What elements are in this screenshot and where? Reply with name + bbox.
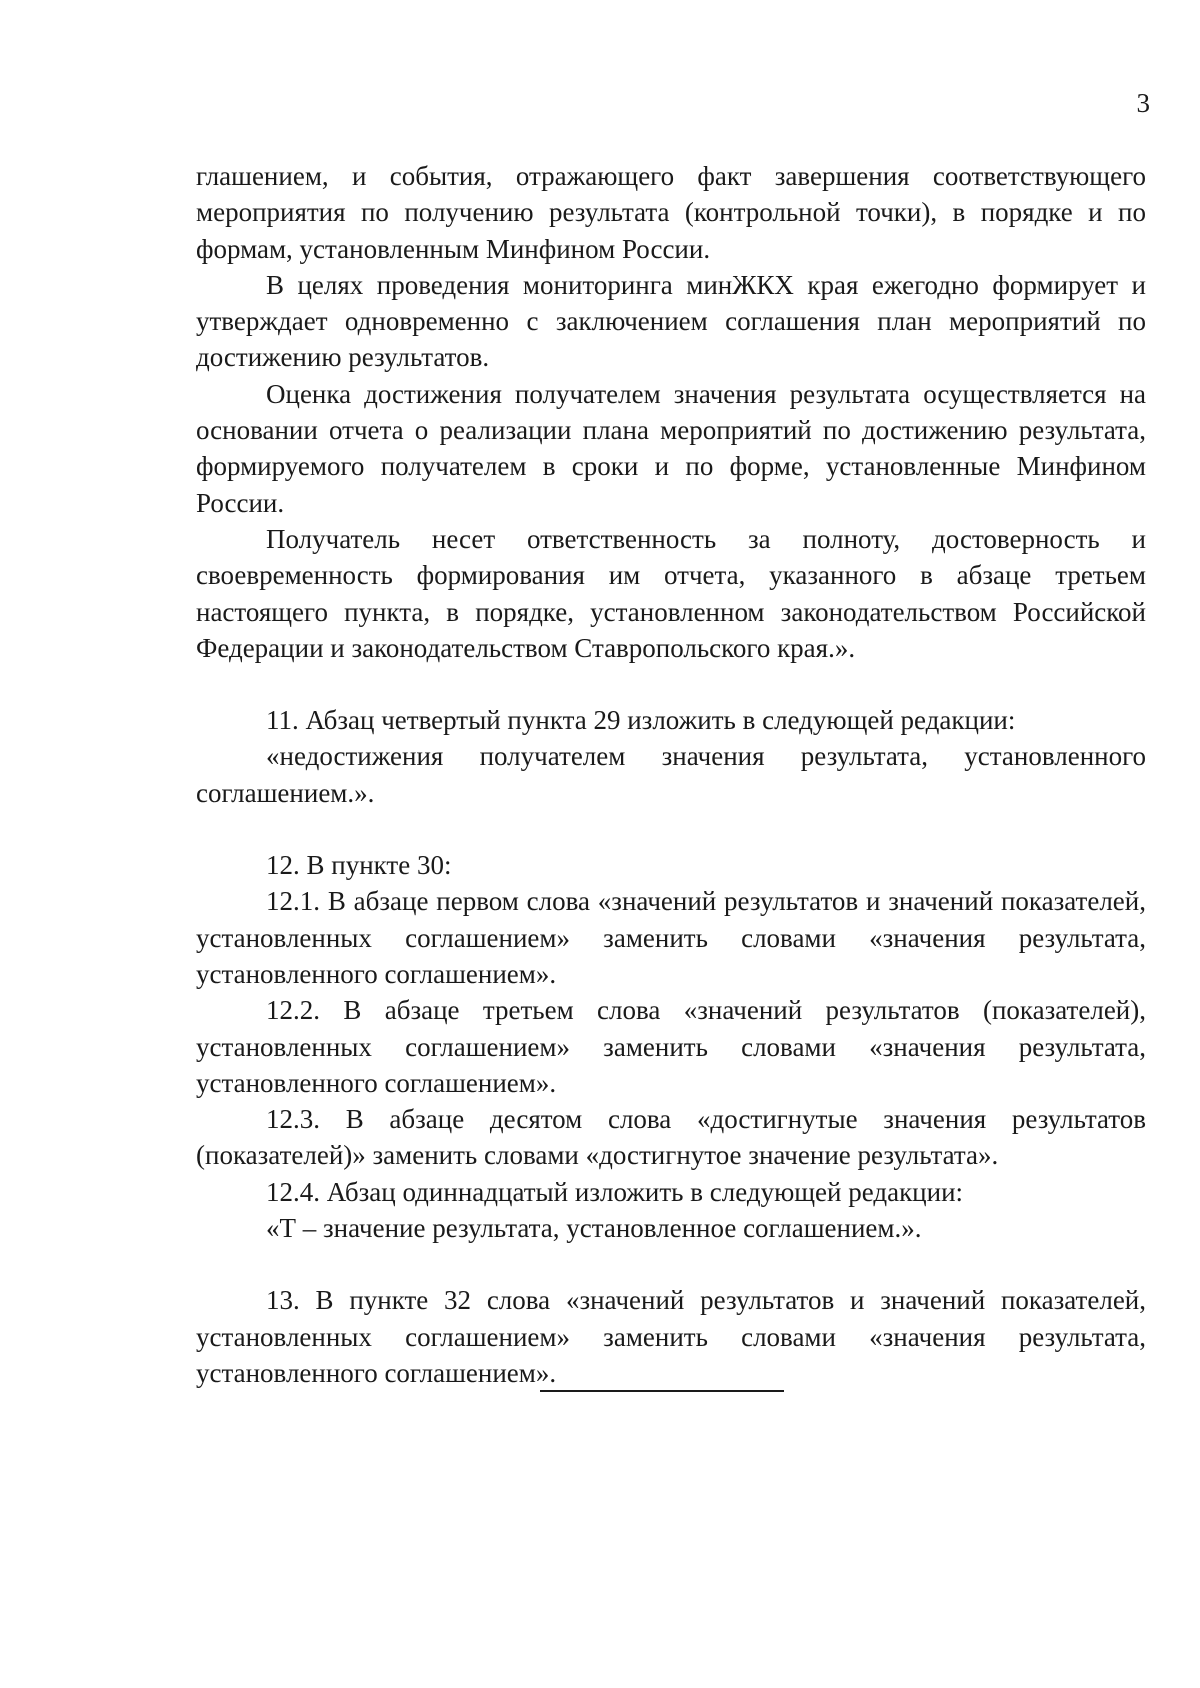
paragraph-gap bbox=[196, 811, 1146, 847]
item-12-4: 12.4. Абзац одиннадцатый изложить в следующей редакции: bbox=[266, 1176, 964, 1207]
item-12-3: 12.3. В абзаце десятом слова «достигнутые значения результатов (показателей)» заменить словами «достигнутое значение результата». bbox=[196, 1104, 1146, 1171]
paragraph-monitoring: В целях проведения мониторинга минЖКХ края ежегодно формирует и утверждает одновременно с заключением соглашения план мероприятий по достижению результатов. bbox=[196, 269, 1146, 373]
item-11-text: «недостижения получателем значения результата, установленного соглашением.». bbox=[196, 741, 1146, 808]
paragraph-gap bbox=[196, 666, 1146, 702]
item-12-4-text: «Т – значение результата, установленное соглашением.». bbox=[266, 1213, 922, 1244]
item-13: 13. В пункте 32 слова «значений результатов и значений показателей, установленных соглашением» заменить словами «значения результата, установленного соглашением». bbox=[196, 1285, 1146, 1388]
paragraph-evaluation: Оценка достижения получателем значения результата осуществляется на основании отчета о реализации плана мероприятий по достижению результата, формируемого получателем в сроки и по форме, установленные Минфином России. bbox=[196, 378, 1146, 518]
paragraph-responsibility: Получатель несет ответственность за полноту, достоверность и своевременность формирования им отчета, указанного в абзаце третьем настоящего пункта, в порядке, установленном законодательством Российской Федерации и законодательством Ставропольского края.». bbox=[196, 523, 1146, 663]
item-12-heading: 12. В пункте 30: bbox=[266, 850, 452, 881]
item-12-2: 12.2. В абзаце третьем слова «значений результатов (показателей), установленных соглашением» заменить словами «значения результата, установленного соглашением». bbox=[196, 995, 1146, 1098]
item-11-heading: 11. Абзац четвертый пункта 29 изложить в следующей редакции: bbox=[266, 705, 1016, 736]
item-12-1: 12.1. В абзаце первом слова «значений результатов и значений показателей, установленных соглашением» заменить словами «значения результата, установленного соглашением». bbox=[196, 886, 1146, 989]
paragraph-gap bbox=[196, 1246, 1146, 1282]
paragraph-continuation: глашением, и события, отражающего факт завершения соответствующего мероприятия по получению результата (контрольной точки), в порядке и по формам, установленным Минфином России. bbox=[196, 161, 1146, 264]
end-of-document-rule bbox=[540, 1390, 784, 1392]
document-body bbox=[196, 158, 1146, 1391]
page-number: 3 bbox=[1136, 88, 1150, 118]
